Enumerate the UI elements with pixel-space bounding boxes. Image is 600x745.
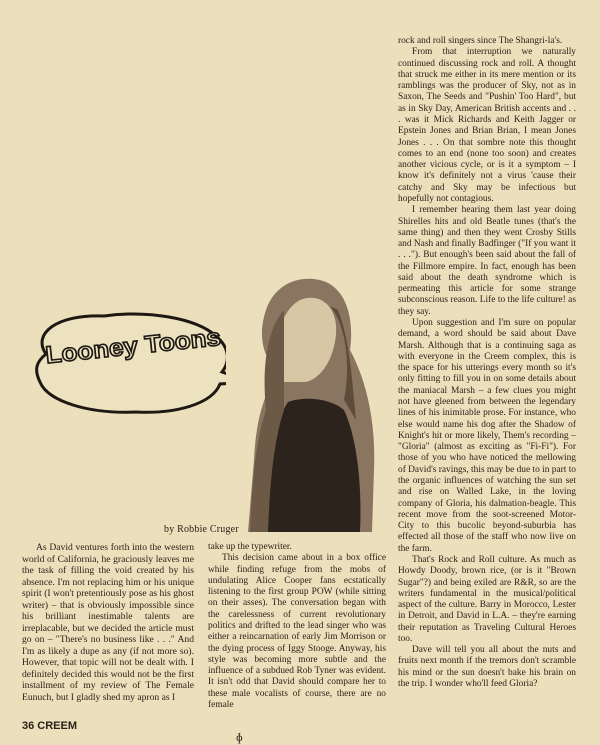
singer-photo [226, 270, 386, 532]
paragraph: I remember hearing them last year doing Shirelles hits and old Beatle tunes (that's the same thing) and then they went Crosby Stills and Nash and finally Badfinger ("If you want it . . ."). But enough's been said about the fall of the Fillmore empire. In fact, enough has been said about the death syndrome which is permeating this article for some strange subconscious reason. Life to the life culture! as they say. [398, 205, 576, 317]
paragraph: Upon suggestion and I'm sure on popular demand, a word should be said about Dave Marsh. Although that is a continuing saga as with everyone in the Creem complex, this is the space for his utterings every month so it's only fitting to fill you in on some details about the maniacal Marsh – a few clues you might not have gleened from between the legendary lines of his inimitable prose. For instance, who else would name his dog after the Shadow of Knight's hit or more likely, Them's recording – "Gloria" (almost as exciting as "Fi-Fi"). For those of you who have noticed the mellowing of David's ravings, this may be due to in part to the organic influences of watching the sun set and rise on Walled Lake, in the loving company of Gloria, his dalmation-beagle. This recent move from the soot-screened Motor-City to this bucolic beyond-suburbia has effected all those of the staff who now live on the farm. [398, 318, 576, 554]
paragraph: take up the typewriter. [208, 542, 292, 552]
paragraph: As David ventures forth into the western world of California, he graciously leaves me the task of filling the void created by his absence. I'm not replacing him or his unique spirit (I won't pretentiously pose as his ghost writer) – that is obviously impossible since his brilliant inestimable talents are irreplacable, but we decided the article must go on – "There's no business like . . ." And I'm as likely a dupe as any (if not more so). However, that topic will not be dealt with. I definitely decided this would not be the first installment of my review of The Female Eunuch, but I gladly shed my apron as I [22, 542, 194, 703]
column-right [398, 36, 576, 690]
print-mark-glyph: ɸ [236, 730, 243, 744]
headline-word-1: Looney Toons [44, 325, 209, 370]
column-left [22, 542, 194, 703]
column-middle [208, 542, 386, 711]
article-byline: by Robbie Cruger [164, 524, 239, 535]
paragraph: rock and roll singers since The Shangri-la's. [398, 36, 563, 46]
paragraph: From that interruption we naturally continued discussing rock and roll. A thought that struck me either in its mere mention or its ramblings was the producer of Sky, not as in Saxon, The Seeds and "Pushin' Too Hard", but as in Sky Day, American British accents and . . . was it Mick Richards and Keith Jagger or Epstein Jones and Brian Brian, I mean Jones Jones . . . On that sombre note this thought comes to an end (none too soon) and creates another vicious cycle, or is it a symptom – I know it's definitely not a virus 'cause their catchy and Sky may be infectious but hopefully not contagious. [398, 47, 576, 204]
headline-speech-bubble [26, 310, 254, 416]
paragraph: This decision came about in a box office while finding refuge from the mobs of undulating Alice Cooper fans ecstatically listening to the first group POW (while sitting on their asses). The conversation began with the carelessness of current revolutionary politics and drifted to the lead singer who was either a reincarnation of early Jim Morrison or the dying process of Iggy Stooge. Anyway, his style was becoming more subtle and the influence of a subdued Rob Tyner was evident. It isn't odd that David should compare her to these male vocalists of course, there are no female [208, 553, 386, 710]
paragraph: That's Rock and Roll culture. As much as Howdy Doody, brown rice, (or is it "Brown Sugar"?) and being exiled are R&R, so are the writers fundamental in the musical/political aspect of the culture. Barry in Morocco, Lester in Detroit, and David in L.A. – they're earning their reputation as Traveling Cultural Heroes too. [398, 554, 576, 644]
page-folio: 36 CREEM [22, 720, 78, 732]
paragraph: Dave will tell you all about the nuts and fruits next month if the tremors don't scramble his mind or the sun doesn't bake his brain on the trip. I wonder who'll feed Gloria? [398, 645, 576, 690]
